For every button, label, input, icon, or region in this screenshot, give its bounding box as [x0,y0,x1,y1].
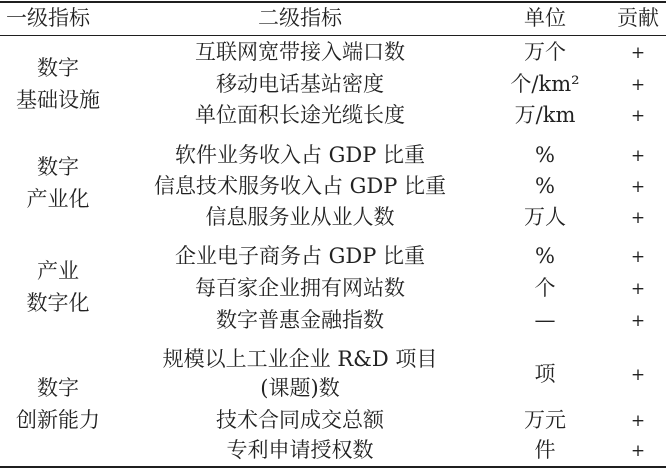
contribution-cell: + [630,106,646,126]
header-level2: 二级指标 [258,6,342,30]
indicator-name: 企业电子商务占 GDP 比重 [174,244,426,268]
group-label: 创新能力 [16,408,100,432]
contribution-cell: + [630,365,646,385]
unit-cell: 万人 [524,205,566,229]
header-contribution: 贡献 [617,6,659,30]
indicator-name: 专利申请授权数 [226,438,374,462]
indicator-name: 互联网宽带接入端口数 [195,40,405,64]
unit-cell: 项 [534,362,556,386]
unit-cell: % [535,143,555,167]
header-rule [0,35,666,36]
contribution-cell: + [630,311,646,331]
contribution-cell: + [630,75,646,95]
indicator-name: 信息服务业从业人数 [205,205,395,229]
unit-cell: 个 [534,276,556,300]
indicator-name: 软件业务收入占 GDP 比重 [174,143,426,167]
unit-cell: 件 [534,438,556,462]
unit-cell: 万个 [524,40,566,64]
indicator-name: 单位面积长途光缆长度 [195,103,405,127]
header-unit: 单位 [524,6,566,30]
group-label: 数字 [37,376,79,400]
contribution-cell: + [630,411,646,431]
contribution-cell: + [630,279,646,299]
group-label: 产业 [37,259,79,283]
group-label: 数字 [37,56,79,80]
unit-cell: % [535,244,555,268]
table-top-rule [0,1,666,3]
contribution-cell: + [630,177,646,197]
unit-cell: % [535,174,555,198]
group-label: 产业化 [26,187,90,211]
contribution-cell: + [630,208,646,228]
unit-cell: — [534,308,556,332]
indicator-name: 数字普惠金融指数 [216,308,384,332]
indicator-name: 信息技术服务收入占 GDP 比重 [153,174,447,198]
indicator-name: (课题)数 [260,376,340,400]
contribution-cell: + [630,247,646,267]
unit-cell: 个/km² [510,72,580,96]
indicator-name: 规模以上工业企业 R&D 项目 [162,347,438,371]
indicator-name: 技术合同成交总额 [216,408,384,432]
indicator-name: 每百家企业拥有网站数 [195,276,405,300]
group-label: 数字 [37,155,79,179]
group-label: 基础设施 [16,88,100,112]
contribution-cell: + [630,43,646,63]
unit-cell: 万元 [524,408,566,432]
unit-cell: 万/km [514,103,576,127]
indicator-name: 移动电话基站密度 [216,72,384,96]
header-level1: 一级指标 [6,6,90,30]
group-label: 数字化 [26,291,90,315]
contribution-cell: + [630,146,646,166]
contribution-cell: + [630,441,646,461]
